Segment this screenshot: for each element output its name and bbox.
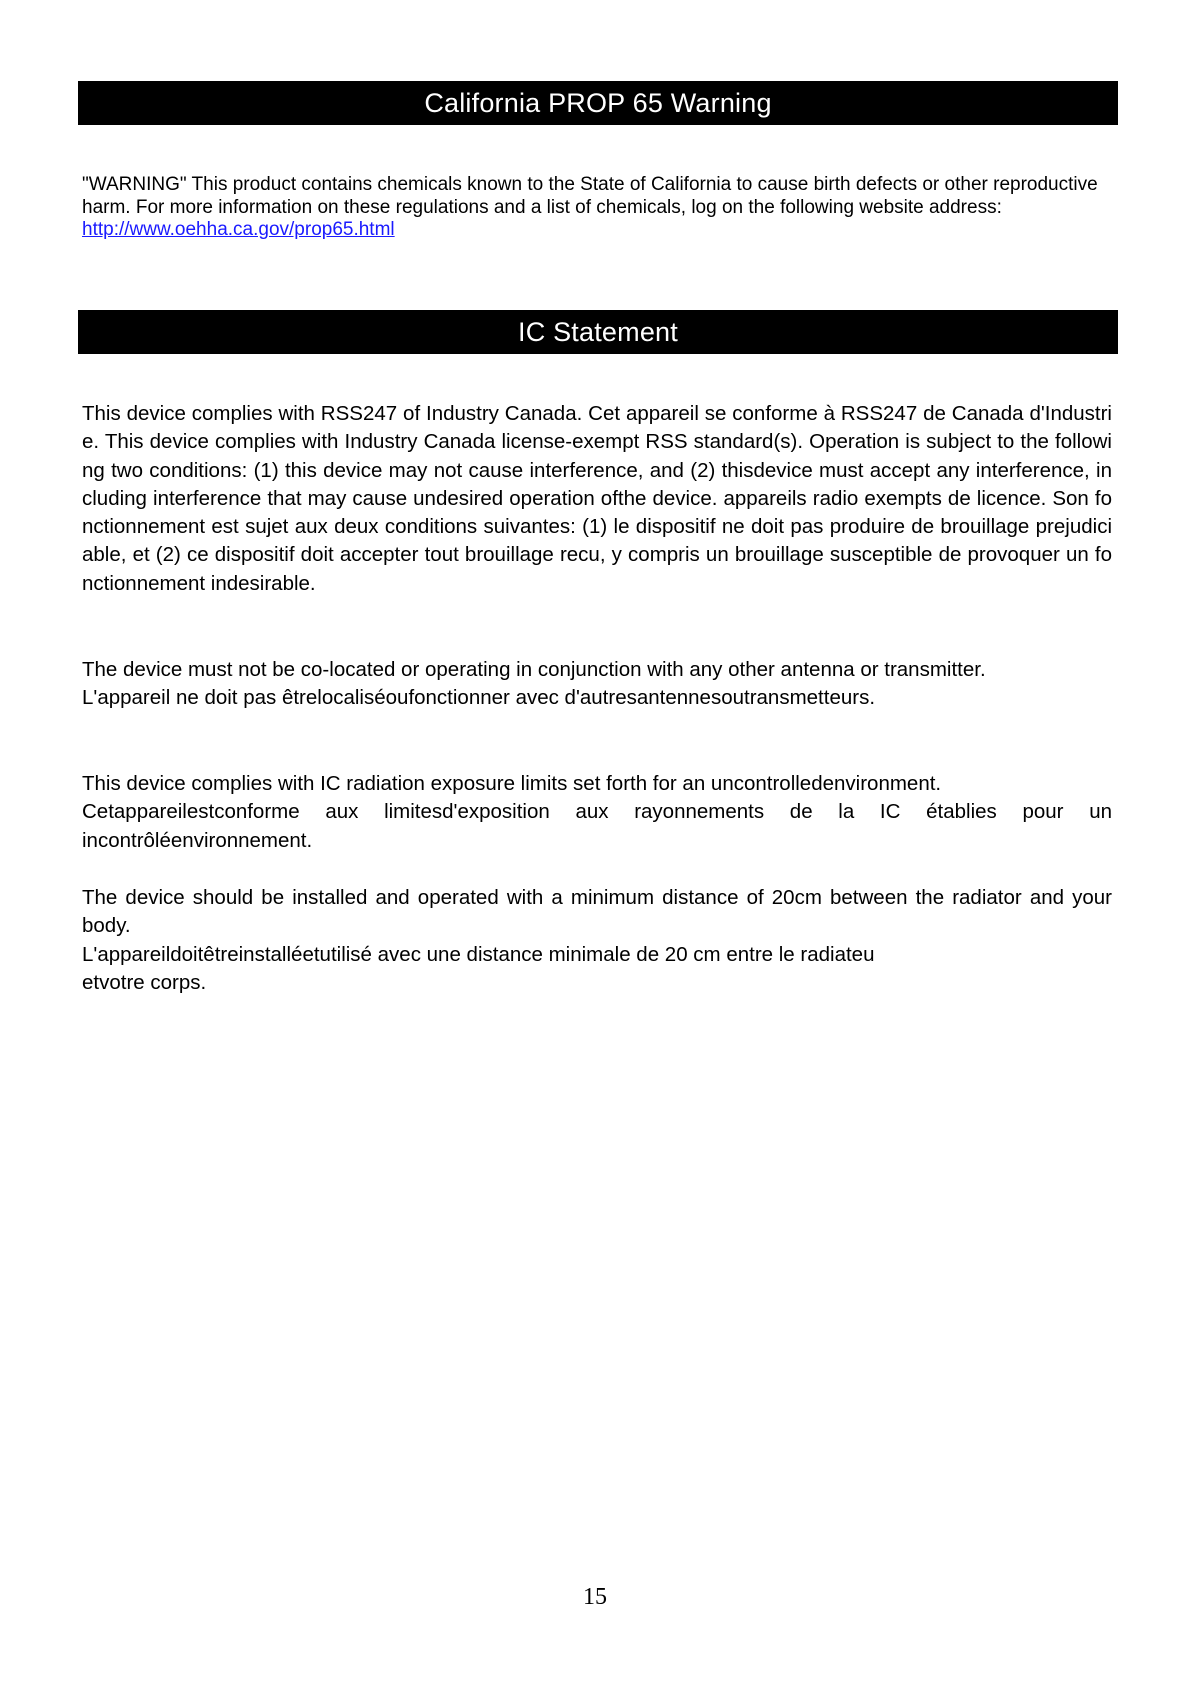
colocation-paragraph bbox=[82, 656, 1112, 713]
page-number: 15 bbox=[583, 1584, 607, 1610]
separation-distance-text-fr-line1: L'appareildoitêtreinstalléetutilisé avec une distance minimale de 20 cm entre le radiateu bbox=[82, 942, 875, 966]
prop65-warning-text: "WARNING" This product contains chemicals known to the State of California to cause birth defects or other reproductive harm. For more information on these regulations and a list of chemicals, log on the following website address: bbox=[82, 174, 1098, 218]
separation-distance-text-fr-line2: etvotre corps. bbox=[82, 970, 207, 994]
ic-statement-heading-text: IC Statement bbox=[518, 316, 678, 347]
prop65-warning-paragraph bbox=[82, 174, 1112, 242]
separation-distance-paragraph bbox=[82, 884, 1112, 997]
prop65-heading bbox=[78, 81, 1118, 125]
separation-distance-text-en: The device should be installed and operated with a minimum distance of 20cm between the radiator and your body. bbox=[82, 886, 1112, 938]
colocation-text-en: The device must not be co-located or operating in conjunction with any other antenna or transmitter. bbox=[82, 658, 986, 681]
prop65-link[interactable]: http://www.oehha.ca.gov/prop65.html bbox=[82, 219, 395, 241]
radiation-exposure-text-fr: Cetappareilestconforme aux limitesd'exposition aux rayonnements de la IC établies pour un incontrôléenvironnement. bbox=[82, 800, 1112, 852]
colocation-text-fr: L'appareil ne doit pas êtrelocaliséoufonctionner avec d'autresantennesoutransmetteurs. bbox=[82, 686, 876, 710]
radiation-exposure-text-en: This device complies with IC radiation exposure limits set forth for an uncontrolledenvironment. bbox=[82, 772, 942, 795]
radiation-exposure-paragraph bbox=[82, 770, 1112, 855]
prop65-heading-text: California PROP 65 Warning bbox=[424, 87, 772, 118]
ic-statement-heading bbox=[78, 310, 1118, 354]
ic-compliance-paragraph: This device complies with RSS247 of Industry Canada. Cet appareil se conforme à RSS247 de Canada d'Industrie. This device complies with Industry Canada license-exempt RSS standard(s). Operation is subject to the following two conditions: (1) this device may not cause interference, and (2) thisdevice must accept any interference, including interference that may cause undesired operation ofthe device. appareils radio exempts de licence. Son fonctionnement est sujet aux deux conditions suivantes: (1) le dispositif ne doit pas produire de brouillage prejudiciable, et (2) ce dispositif doit accepter tout brouillage recu, y compris un brouillage susceptible de provoquer un fonctionnement indesirable. bbox=[82, 402, 1112, 595]
